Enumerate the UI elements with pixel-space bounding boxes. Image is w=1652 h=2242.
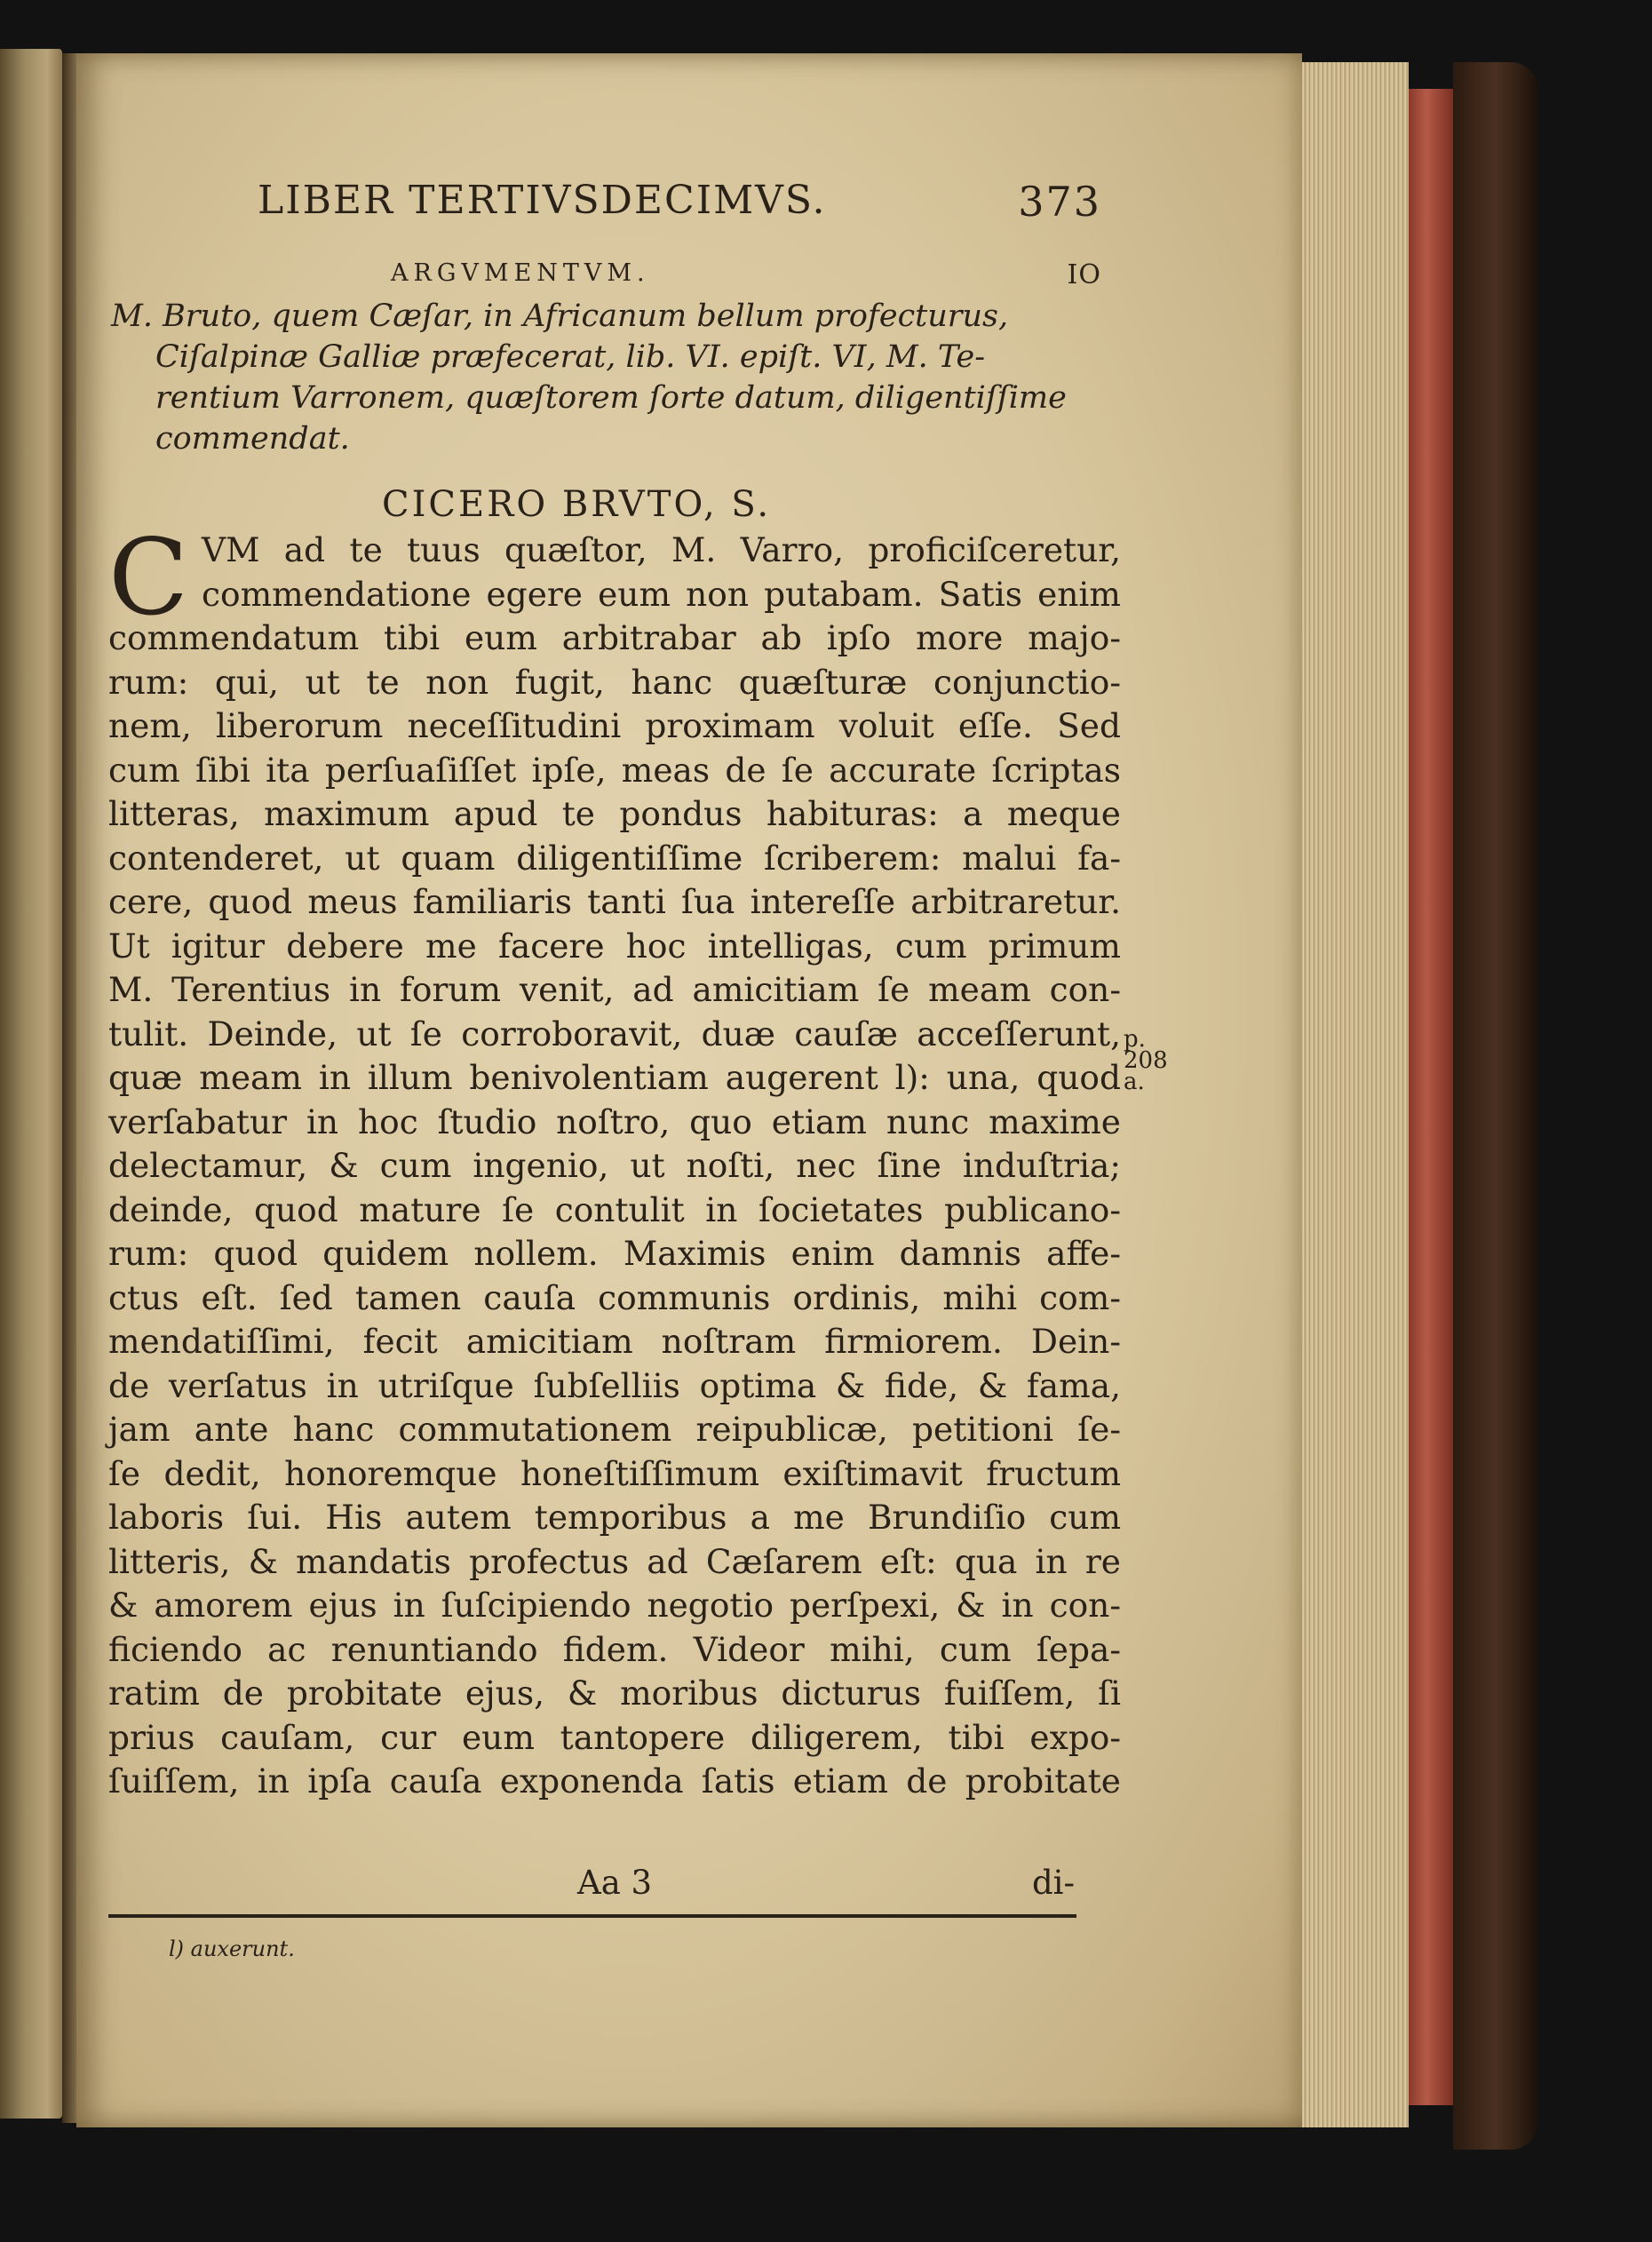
marginal-reference <box>1124 1026 1168 1095</box>
argument-summary <box>111 296 1115 459</box>
marginal-line: a. <box>1124 1069 1145 1095</box>
body-line: quæ meam in illum benivolentiam augerent l): una, quod <box>108 1058 1121 1097</box>
argument-heading-label: ARGVMENTVM. <box>391 259 650 287</box>
signature-mark: Aa 3 <box>577 1864 653 1902</box>
body-line: de verſatus in utriſque ſubſelliis optima & fide, & fama, <box>108 1365 1121 1405</box>
argument-line: Ciſalpinæ Galliæ præfecerat, lib. VI. epiſt. VI, M. Te- <box>155 339 986 375</box>
argument-line: rentium Varronem, quæſtorem ſorte datum, diligentiſſime <box>155 380 1067 416</box>
body-line: ratim de probitate ejus, & moribus dicturus fuiſſem, ſi <box>108 1674 1121 1713</box>
body-line: Ut igitur debere me facere hoc intelligas, cum primum <box>108 926 1121 966</box>
argument-heading <box>391 259 1101 290</box>
body-line: VM ad te tuus quæſtor, M. Varro, proficiſceretur, <box>202 530 1121 569</box>
body-line: verſabatur in hoc ſtudio noſtro, quo etiam nunc maxime <box>108 1101 1121 1141</box>
body-line: nem, liberorum neceſſitudini proximam voluit eſſe. Sed <box>108 706 1121 745</box>
body-line: prius cauſam, cur eum tantopere diligerem, tibi expo- <box>108 1717 1121 1757</box>
body-line: commendatum tibi eum arbitrabar ab ipſo more majo- <box>108 618 1121 657</box>
marginal-line: p. <box>1124 1026 1146 1053</box>
argument-line: commendat. <box>155 421 350 457</box>
book-gutter <box>62 53 76 2123</box>
body-line: commendatione egere eum non putabam. Satis enim <box>202 574 1121 614</box>
body-line: rum: qui, ut te non fugit, hanc quæſturæ conjunctio- <box>108 662 1121 702</box>
body-line: contenderet, ut quam diligentiſſime ſcriberem: malui fa- <box>108 838 1121 878</box>
body-line: ficiendo ac renuntiando fidem. Videor mihi, cum ſepa- <box>108 1629 1121 1669</box>
drop-cap: C <box>108 516 189 639</box>
body-line: M. Terentius in forum venit, ad amicitiam ſe meam con- <box>108 970 1121 1009</box>
body-line: cum ſibi ita perſuaſiſſet ipſe, meas de ſe accurate ſcriptas <box>108 750 1121 790</box>
argument-line: M. Bruto, quem Cæſar, in Africanum bellum profecturus, <box>111 298 1009 334</box>
marginal-line: 208 <box>1124 1047 1168 1074</box>
footnote: l) auxerunt. <box>169 1936 295 1961</box>
body-line: ctus eſt. ſed tamen cauſa communis ordinis, mihi com- <box>108 1277 1121 1317</box>
body-line: rum: quod quidem nollem. Maximis enim damnis affe- <box>108 1234 1121 1273</box>
body-line: litteris, & mandatis profectus ad Cæſarem eſt: qua in re <box>108 1541 1121 1581</box>
left-page-edge <box>0 49 62 2119</box>
body-line: mendatiſſimi, fecit amicitiam noſtram firmiorem. Dein- <box>108 1322 1121 1361</box>
letter-number: IO <box>1067 259 1101 290</box>
body-line: litteras, maximum apud te pondus habituras: a meque <box>108 794 1121 833</box>
body-line: ſuiſſem, in ipſa cauſa exponenda ſatis etiam de probitate <box>108 1761 1121 1801</box>
letter-body <box>108 516 1121 1804</box>
running-header <box>258 178 1101 240</box>
book-cover <box>1453 62 1537 2150</box>
body-line: tulit. Deinde, ut ſe corroboravit, duæ cauſæ acceſſerunt, <box>108 1014 1121 1053</box>
salutation: CICERO BRVTO, S. <box>382 484 772 525</box>
body-line: cere, quod meus familiaris tanti ſua intereſſe arbitraretur. <box>108 882 1121 921</box>
catchword: di- <box>1031 1864 1075 1902</box>
running-title: LIBER TERTIVSDECIMVS. <box>258 178 827 223</box>
body-line: jam ante hanc commutationem reipublicæ, petitioni ſe- <box>108 1410 1121 1449</box>
page-stack <box>1302 62 1409 2127</box>
page-number: 373 <box>1018 178 1101 226</box>
body-line: ſe dedit, honoremque honeſtiſſimum exiſtimavit fructum <box>108 1453 1121 1493</box>
red-page-edge <box>1409 89 1453 2105</box>
body-line: laboris ſui. His autem temporibus a me Brundiſio cum <box>108 1498 1121 1537</box>
footnote-rule <box>108 1914 1076 1918</box>
body-line: & amorem ejus in ſuſcipiendo negotio perſpexi, & in con- <box>108 1586 1121 1625</box>
body-line: deinde, quod mature ſe contulit in ſocietates publicano- <box>108 1189 1121 1229</box>
body-line: delectamur, & cum ingenio, ut noſti, nec ſine induſtria; <box>108 1146 1121 1185</box>
